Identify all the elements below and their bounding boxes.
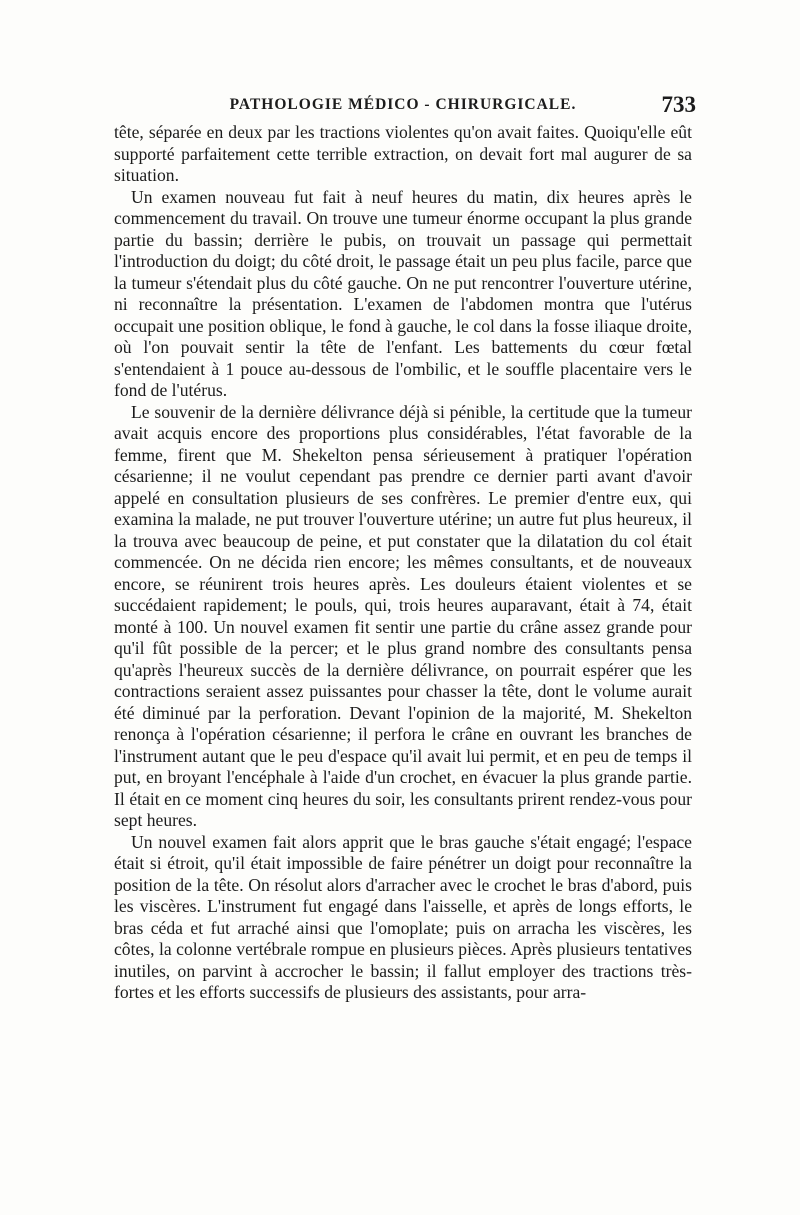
paragraph-continuation: tête, séparée en deux par les tractions violentes qu'on avait faites. Quoiqu'elle eût supporté parfaitement cette terrible extraction, on devait fort mal augurer de sa situation. [114, 122, 692, 185]
paragraph-examen-nouveau: Un examen nouveau fut fait à neuf heures du matin, dix heures après le commencement du travail. On trouve une tumeur énorme occupant la plus grande partie du bassin; derrière le pubis, on trouvait un passage qui permettait l'introduction du doigt; du côté droit, le passage était un peu plus facile, parce que la tumeur s'étendait plus du côté gauche. On ne put rencontrer l'ouverture utérine, ni reconnaître la présentation. L'examen de l'abdomen montra que l'utérus occupait une position oblique, le fond à gauche, le col dans la fosse iliaque droite, où l'on pouvait sentir la tête de l'enfant. Les battements du cœur fœtal s'entendaient à 1 pouce au-dessous de l'ombilic, et le souffle placentaire vers le fond de l'utérus. [114, 186, 692, 400]
paragraph-nouvel-examen: Un nouvel examen fait alors apprit que le bras gauche s'était engagé; l'espace était si étroit, qu'il était impossible de faire pénétrer un doigt pour reconnaître la position de la tête. On résolut alors d'arracher avec le crochet le bras d'abord, puis les viscères. L'instrument fut engagé dans l'aisselle, et après de longs efforts, le bras céda et fut arraché ainsi que l'omoplate; puis on arracha les viscères, les côtes, la colonne vertébrale rompue en plusieurs pièces. Après plusieurs tentatives inutiles, on parvint à accrocher le bassin; il fallut employer des tractions très-fortes et les efforts successifs de plusieurs des assistants, pour arra- [114, 831, 692, 1002]
page-number: 733 [661, 92, 696, 117]
paragraph-souvenir: Le souvenir de la dernière délivrance déjà si pénible, la certitude que la tumeur avait acquis encore des proportions plus considérables, l'état favorable de la femme, firent que M. Shekelton pensa sérieusement à pratiquer l'opération césarienne; il ne voulut cependant pas prendre ce dernier parti avant d'avoir appelé en consultation plusieurs de ses confrères. Le premier d'entre eux, qui examina la malade, ne put trouver l'ouverture utérine; un autre fut plus heureux, il la trouva avec beaucoup de peine, et put constater que la dilatation du col était commencée. On ne décida rien encore; les mêmes consultants, et de nouveaux encore, se réunirent trois heures après. Les douleurs étaient violentes et se succédaient rapidement; le pouls, qui, trois heures auparavant, était à 74, était monté à 100. Un nouvel examen fit sentir une partie du crâne assez grande pour qu'il fût possible de la percer; et le plus grand nombre des consultants pensa qu'après l'heureux succès de la dernière délivrance, on pourrait espérer que les contractions seraient assez puissantes pour chasser la tête, dont le volume aurait été diminué par la perforation. Devant l'opinion de la majorité, M. Shekelton renonça à l'opération césarienne; il perfora le crâne en ouvrant les branches de l'instrument autant que le peu d'espace qu'il avait lui permit, et en peu de temps il put, en broyant l'encéphale à l'aide d'un crochet, en évacuer la plus grande partie. Il était en ce moment cinq heures du soir, les consultants prirent rendez-vous pour sept heures. [114, 401, 692, 830]
header-title: PATHOLOGIE MÉDICO - CHIRURGICALE. [229, 96, 577, 113]
running-header [118, 92, 696, 122]
body-text [114, 122, 692, 1004]
